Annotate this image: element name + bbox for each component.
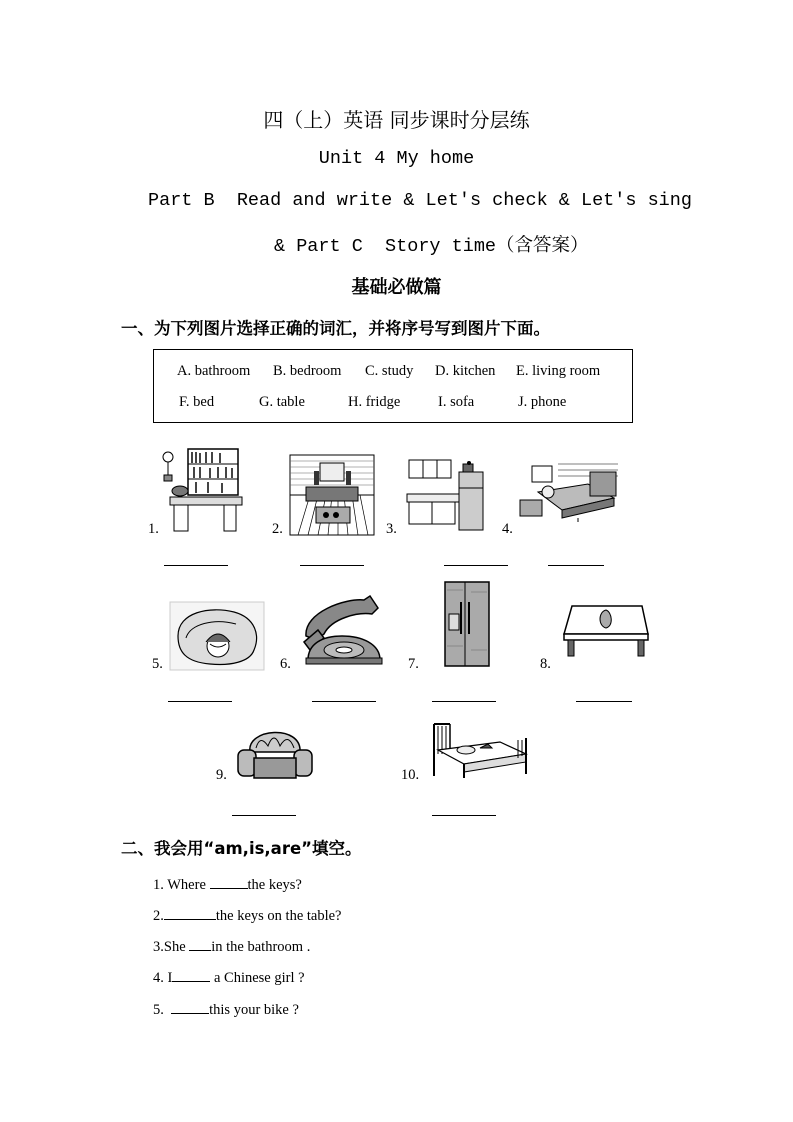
study-picture: [160, 447, 244, 533]
bedroom-picture: [518, 462, 622, 524]
picture-number-3: 3.: [386, 521, 397, 537]
bed-picture: [430, 720, 530, 780]
question-2-prefix: 2.: [153, 908, 164, 924]
answer-blank-3[interactable]: [444, 565, 508, 566]
question-3: [153, 936, 310, 956]
answer-blank-9[interactable]: [232, 815, 296, 816]
option-a: A. bathroom: [177, 363, 251, 379]
question-4-text: a Chinese girl ?: [210, 970, 305, 986]
picture-number-4: 4.: [502, 521, 513, 537]
armchair-picture: [236, 718, 314, 782]
option-f: F. bed: [179, 394, 215, 410]
option-d: D. kitchen: [435, 363, 496, 379]
question-3-text: in the bathroom .: [211, 939, 311, 955]
picture-number-10: 10.: [401, 767, 420, 783]
question-4: [153, 967, 305, 987]
question-4-prefix: 4. I: [153, 970, 173, 986]
answer-blank-6[interactable]: [312, 701, 376, 702]
kitchen-picture: [405, 458, 485, 532]
question-5: [153, 999, 299, 1019]
question-1-text: the keys?: [247, 877, 302, 893]
option-b: B. bedroom: [273, 363, 342, 379]
option-j: J. phone: [518, 394, 567, 410]
option-i: I. sofa: [438, 394, 475, 410]
question-1: [153, 874, 302, 894]
part2-heading: 二、我会用“am,is,are”填空。: [121, 839, 362, 858]
option-h: H. fridge: [348, 394, 401, 410]
question-5-text: this your bike ?: [209, 1002, 299, 1018]
answer-blank-2[interactable]: [300, 565, 364, 566]
phone-picture: [298, 594, 384, 668]
picture-number-6: 6.: [280, 656, 291, 672]
picture-number-7: 7.: [408, 656, 419, 672]
option-e: E. living room: [516, 363, 601, 379]
question-3-blank[interactable]: [189, 936, 211, 951]
picture-number-5: 5.: [152, 656, 163, 672]
question-5-blank[interactable]: [171, 999, 209, 1014]
answer-blank-4[interactable]: [548, 565, 604, 566]
question-4-blank[interactable]: [172, 967, 210, 982]
fridge-picture: [443, 580, 491, 668]
question-5-prefix: 5.: [153, 1002, 172, 1018]
question-1-prefix: 1. Where: [153, 877, 210, 893]
worksheet-title: 四（上）英语 同步课时分层练: [263, 108, 530, 132]
word-bank: [153, 349, 633, 423]
unit-title: Unit 4 My home: [318, 148, 475, 169]
picture-number-9: 9.: [216, 767, 227, 783]
question-2: [153, 905, 342, 925]
answer-blank-7[interactable]: [432, 701, 496, 702]
living-room-picture: [290, 455, 374, 535]
answer-blank-5[interactable]: [168, 701, 232, 702]
sofa-picture: [170, 602, 264, 670]
part-c-title: & Part C Story time（含答案）: [274, 236, 589, 257]
picture-number-2: 2.: [272, 521, 283, 537]
table-picture: [560, 604, 650, 658]
part-b-title: Part B Read and write & Let's check & Let's sing: [148, 190, 692, 211]
answer-blank-10[interactable]: [432, 815, 496, 816]
answer-blank-8[interactable]: [576, 701, 632, 702]
question-2-blank[interactable]: [164, 905, 216, 920]
question-3-prefix: 3.She: [153, 939, 190, 955]
option-g: G. table: [259, 394, 305, 410]
answer-blank-1[interactable]: [164, 565, 228, 566]
picture-number-1: 1.: [148, 521, 159, 537]
section-title: 基础必做篇: [351, 277, 442, 298]
option-c: C. study: [365, 363, 414, 379]
picture-number-8: 8.: [540, 656, 551, 672]
part1-heading: 一、为下列图片选择正确的词汇，并将序号写到图片下面。: [121, 319, 550, 338]
question-2-text: the keys on the table?: [215, 908, 342, 924]
question-1-blank[interactable]: [210, 874, 248, 889]
